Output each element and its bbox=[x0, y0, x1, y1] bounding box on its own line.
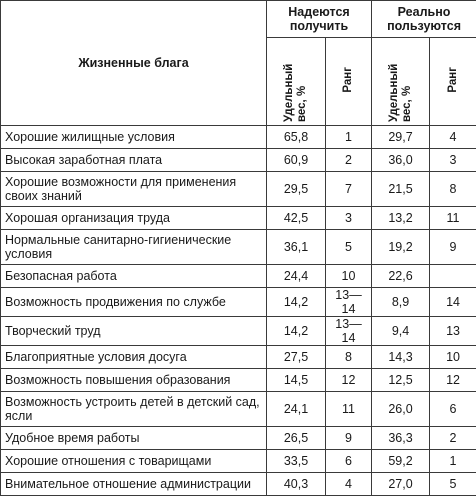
expected-share-cell: 14,2 bbox=[267, 317, 326, 346]
expected-rank-cell: 5 bbox=[326, 230, 372, 265]
expected-rank-cell: 9 bbox=[326, 427, 372, 450]
expected-rank-cell: 4 bbox=[326, 473, 372, 496]
subheader-label: Ранг bbox=[342, 67, 355, 93]
expected-rank-cell: 6 bbox=[326, 450, 372, 473]
expected-share-cell: 24,1 bbox=[267, 392, 326, 427]
actual-share-cell: 59,2 bbox=[372, 450, 430, 473]
subheader-expected-rank bbox=[326, 38, 372, 126]
actual-share-cell: 8,9 bbox=[372, 288, 430, 317]
table-row bbox=[1, 450, 476, 473]
actual-rank-cell: 6 bbox=[430, 392, 476, 427]
expected-rank-cell: 8 bbox=[326, 346, 372, 369]
table-row bbox=[1, 207, 476, 230]
actual-rank-cell: 9 bbox=[430, 230, 476, 265]
table-row bbox=[1, 265, 476, 288]
table-row bbox=[1, 288, 476, 317]
actual-rank-cell: 8 bbox=[430, 172, 476, 207]
actual-share-cell: 12,5 bbox=[372, 369, 430, 392]
benefit-name-cell: Хорошая организация труда bbox=[1, 207, 267, 230]
group-header-expected: Надеются получить bbox=[267, 1, 372, 38]
expected-rank-cell: 13— 14 bbox=[326, 288, 372, 317]
expected-share-cell: 33,5 bbox=[267, 450, 326, 473]
expected-share-cell: 29,5 bbox=[267, 172, 326, 207]
subheader-label: Ранг bbox=[447, 67, 460, 93]
actual-rank-cell: 5 bbox=[430, 473, 476, 496]
benefit-name-cell: Возможность повышения образования bbox=[1, 369, 267, 392]
expected-share-cell: 24,4 bbox=[267, 265, 326, 288]
benefit-name-cell: Нормальные санитарно-гигиенические условия bbox=[1, 230, 267, 265]
subheader-actual-share bbox=[372, 38, 430, 126]
expected-share-cell: 60,9 bbox=[267, 149, 326, 172]
expected-share-cell: 27,5 bbox=[267, 346, 326, 369]
actual-share-cell: 13,2 bbox=[372, 207, 430, 230]
table-body bbox=[1, 126, 476, 496]
actual-rank-cell: 13 bbox=[430, 317, 476, 346]
subheader-label: Удельный вес, % bbox=[283, 38, 309, 122]
actual-rank-cell: 11 bbox=[430, 207, 476, 230]
benefit-name-cell: Внимательное отношение администрации bbox=[1, 473, 267, 496]
actual-rank-cell bbox=[430, 265, 476, 288]
expected-rank-cell: 13— 14 bbox=[326, 317, 372, 346]
actual-share-cell: 26,0 bbox=[372, 392, 430, 427]
actual-rank-cell: 12 bbox=[430, 369, 476, 392]
table-row bbox=[1, 392, 476, 427]
actual-share-cell: 19,2 bbox=[372, 230, 430, 265]
actual-rank-cell: 2 bbox=[430, 427, 476, 450]
expected-rank-cell: 1 bbox=[326, 126, 372, 149]
expected-rank-cell: 3 bbox=[326, 207, 372, 230]
actual-share-cell: 36,0 bbox=[372, 149, 430, 172]
benefit-name-cell: Высокая заработная плата bbox=[1, 149, 267, 172]
actual-rank-cell: 10 bbox=[430, 346, 476, 369]
expected-share-cell: 26,5 bbox=[267, 427, 326, 450]
benefit-name-cell: Безопасная работа bbox=[1, 265, 267, 288]
expected-share-cell: 36,1 bbox=[267, 230, 326, 265]
benefit-name-cell: Хорошие возможности для применения своих знаний bbox=[1, 172, 267, 207]
table-row bbox=[1, 172, 476, 207]
benefit-name-cell: Творческий труд bbox=[1, 317, 267, 346]
actual-share-cell: 29,7 bbox=[372, 126, 430, 149]
expected-rank-cell: 11 bbox=[326, 392, 372, 427]
expected-rank-cell: 10 bbox=[326, 265, 372, 288]
subheader-actual-rank bbox=[430, 38, 476, 126]
actual-share-cell: 21,5 bbox=[372, 172, 430, 207]
benefit-name-cell: Удобное время работы bbox=[1, 427, 267, 450]
benefit-name-cell: Благоприятные условия досуга bbox=[1, 346, 267, 369]
group-header-actual: Реально пользуются bbox=[372, 1, 476, 38]
subheader-expected-share bbox=[267, 38, 326, 126]
table-row bbox=[1, 427, 476, 450]
actual-rank-cell: 3 bbox=[430, 149, 476, 172]
expected-share-cell: 14,2 bbox=[267, 288, 326, 317]
expected-rank-cell: 12 bbox=[326, 369, 372, 392]
actual-share-cell: 14,3 bbox=[372, 346, 430, 369]
actual-share-cell: 27,0 bbox=[372, 473, 430, 496]
expected-share-cell: 65,8 bbox=[267, 126, 326, 149]
expected-share-cell: 14,5 bbox=[267, 369, 326, 392]
table-row bbox=[1, 230, 476, 265]
actual-rank-cell: 14 bbox=[430, 288, 476, 317]
actual-share-cell: 36,3 bbox=[372, 427, 430, 450]
expected-share-cell: 40,3 bbox=[267, 473, 326, 496]
subheader-label: Удельный вес, % bbox=[388, 38, 414, 122]
table-row bbox=[1, 126, 476, 149]
benefit-name-cell: Возможность устроить детей в детский сад, ясли bbox=[1, 392, 267, 427]
actual-rank-cell: 1 bbox=[430, 450, 476, 473]
table-row bbox=[1, 369, 476, 392]
actual-share-cell: 9,4 bbox=[372, 317, 430, 346]
table-row bbox=[1, 317, 476, 346]
benefit-name-cell: Хорошие жилищные условия bbox=[1, 126, 267, 149]
column-header-benefits: Жизненные блага bbox=[1, 1, 267, 126]
expected-rank-cell: 7 bbox=[326, 172, 372, 207]
table-row bbox=[1, 473, 476, 496]
expected-share-cell: 42,5 bbox=[267, 207, 326, 230]
table-row bbox=[1, 346, 476, 369]
expected-rank-cell: 2 bbox=[326, 149, 372, 172]
actual-rank-cell: 4 bbox=[430, 126, 476, 149]
table-row bbox=[1, 149, 476, 172]
benefit-name-cell: Хорошие отношения с товарищами bbox=[1, 450, 267, 473]
benefit-name-cell: Возможность продвижения по службе bbox=[1, 288, 267, 317]
actual-share-cell: 22,6 bbox=[372, 265, 430, 288]
